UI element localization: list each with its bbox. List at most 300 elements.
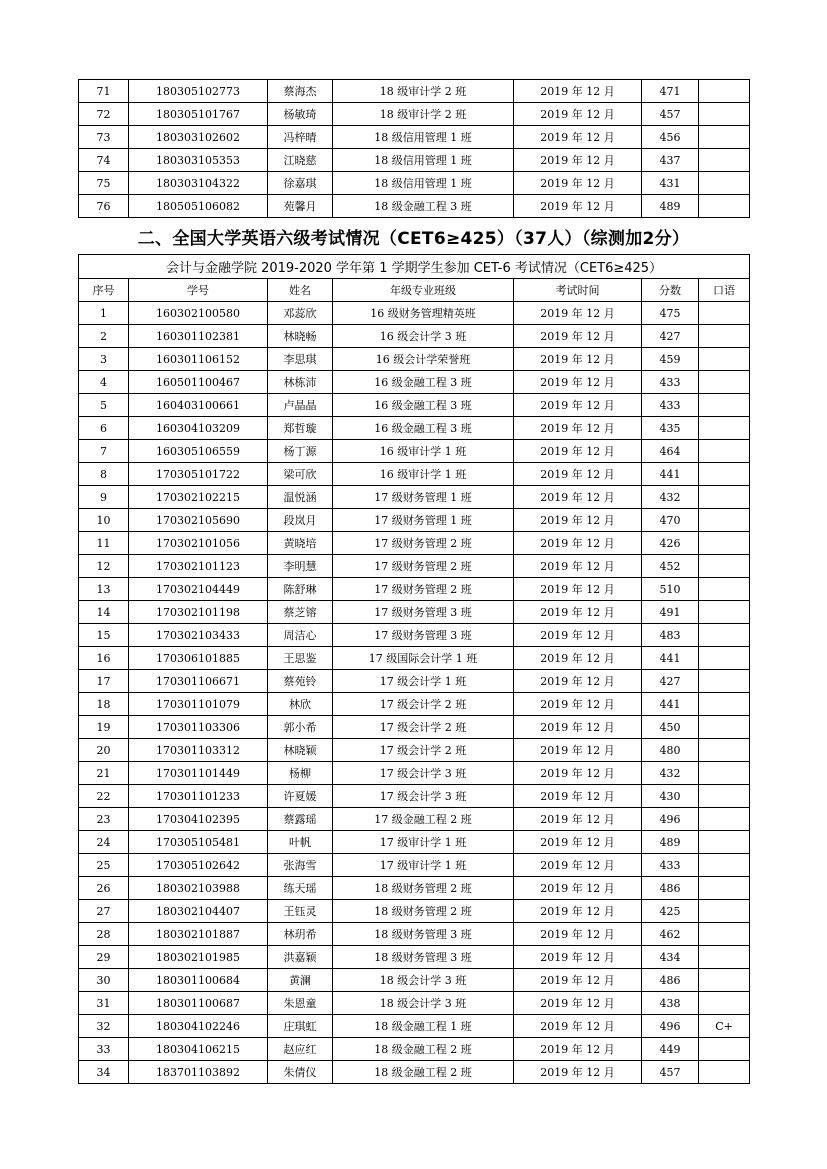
row-number-cell: 13	[79, 578, 129, 601]
score-cell: 457	[642, 1061, 699, 1084]
student-id-cell: 170305105481	[129, 831, 268, 854]
table-row	[79, 762, 750, 785]
table-row	[79, 463, 750, 486]
student-name-cell: 王钰灵	[268, 900, 333, 923]
oral-grade-cell	[699, 601, 750, 624]
student-id-cell: 160501100467	[129, 371, 268, 394]
class-cell: 18 级信用管理 1 班	[333, 149, 514, 172]
student-id-cell: 180302101985	[129, 946, 268, 969]
class-cell: 17 级会计学 2 班	[333, 693, 514, 716]
score-cell: 430	[642, 785, 699, 808]
oral-grade-cell	[699, 1038, 750, 1061]
table-row	[79, 486, 750, 509]
student-name-cell: 林栋沛	[268, 371, 333, 394]
class-cell: 17 级国际会计学 1 班	[333, 647, 514, 670]
row-number-cell: 5	[79, 394, 129, 417]
student-name-cell: 王思鉴	[268, 647, 333, 670]
student-id-cell: 180303102602	[129, 126, 268, 149]
exam-date-cell: 2019 年 12 月	[514, 195, 642, 218]
continued-results-body	[79, 80, 750, 218]
score-cell: 462	[642, 923, 699, 946]
row-number-cell: 71	[79, 80, 129, 103]
row-number-cell: 20	[79, 739, 129, 762]
row-number-cell: 29	[79, 946, 129, 969]
oral-grade-cell	[699, 532, 750, 555]
exam-date-cell: 2019 年 12 月	[514, 555, 642, 578]
class-cell: 16 级会计学荣誉班	[333, 348, 514, 371]
header-no: 序号	[79, 279, 129, 302]
score-cell: 475	[642, 302, 699, 325]
class-cell: 16 级金融工程 3 班	[333, 417, 514, 440]
student-name-cell: 赵应红	[268, 1038, 333, 1061]
row-number-cell: 16	[79, 647, 129, 670]
class-cell: 18 级财务管理 2 班	[333, 900, 514, 923]
student-id-cell: 180303104322	[129, 172, 268, 195]
row-number-cell: 32	[79, 1015, 129, 1038]
score-cell: 427	[642, 670, 699, 693]
student-name-cell: 邓蕊欣	[268, 302, 333, 325]
student-id-cell: 170302104449	[129, 578, 268, 601]
student-name-cell: 朱恩童	[268, 992, 333, 1015]
student-id-cell: 170302105690	[129, 509, 268, 532]
oral-grade-cell	[699, 624, 750, 647]
oral-grade-cell	[699, 440, 750, 463]
score-cell: 441	[642, 463, 699, 486]
exam-date-cell: 2019 年 12 月	[514, 172, 642, 195]
class-cell: 18 级财务管理 3 班	[333, 923, 514, 946]
class-cell: 18 级会计学 3 班	[333, 969, 514, 992]
score-cell: 480	[642, 739, 699, 762]
table-row	[79, 440, 750, 463]
oral-grade-cell	[699, 371, 750, 394]
exam-date-cell: 2019 年 12 月	[514, 992, 642, 1015]
class-cell: 17 级财务管理 2 班	[333, 532, 514, 555]
row-number-cell: 75	[79, 172, 129, 195]
student-id-cell: 170302101123	[129, 555, 268, 578]
oral-grade-cell	[699, 578, 750, 601]
score-cell: 441	[642, 693, 699, 716]
oral-grade-cell	[699, 739, 750, 762]
class-cell: 16 级金融工程 3 班	[333, 371, 514, 394]
score-cell: 425	[642, 900, 699, 923]
score-cell: 457	[642, 103, 699, 126]
student-name-cell: 蔡海杰	[268, 80, 333, 103]
student-name-cell: 蔡露瑶	[268, 808, 333, 831]
student-id-cell: 160302100580	[129, 302, 268, 325]
student-id-cell: 170301103312	[129, 739, 268, 762]
oral-grade-cell	[699, 670, 750, 693]
score-cell: 433	[642, 394, 699, 417]
score-cell: 431	[642, 172, 699, 195]
exam-date-cell: 2019 年 12 月	[514, 670, 642, 693]
class-cell: 17 级财务管理 3 班	[333, 601, 514, 624]
class-cell: 18 级金融工程 1 班	[333, 1015, 514, 1038]
class-cell: 18 级审计学 2 班	[333, 103, 514, 126]
class-cell: 18 级金融工程 3 班	[333, 195, 514, 218]
score-cell: 486	[642, 877, 699, 900]
exam-date-cell: 2019 年 12 月	[514, 693, 642, 716]
exam-date-cell: 2019 年 12 月	[514, 762, 642, 785]
class-cell: 17 级会计学 1 班	[333, 670, 514, 693]
table-row	[79, 325, 750, 348]
oral-grade-cell	[699, 325, 750, 348]
student-id-cell: 170302101198	[129, 601, 268, 624]
oral-grade-cell	[699, 394, 750, 417]
class-cell: 17 级金融工程 2 班	[333, 808, 514, 831]
student-id-cell: 180302101887	[129, 923, 268, 946]
table-row	[79, 80, 750, 103]
student-name-cell: 郭小希	[268, 716, 333, 739]
table-row	[79, 348, 750, 371]
oral-grade-cell	[699, 831, 750, 854]
exam-date-cell: 2019 年 12 月	[514, 1038, 642, 1061]
student-name-cell: 蔡芝镕	[268, 601, 333, 624]
exam-date-cell: 2019 年 12 月	[514, 900, 642, 923]
table-row	[79, 1038, 750, 1061]
row-number-cell: 9	[79, 486, 129, 509]
exam-date-cell: 2019 年 12 月	[514, 946, 642, 969]
table-row	[79, 785, 750, 808]
oral-grade-cell	[699, 808, 750, 831]
student-name-cell: 叶帆	[268, 831, 333, 854]
student-id-cell: 170301103306	[129, 716, 268, 739]
student-id-cell: 180303105353	[129, 149, 268, 172]
exam-date-cell: 2019 年 12 月	[514, 103, 642, 126]
class-cell: 16 级会计学 3 班	[333, 325, 514, 348]
table-row	[79, 647, 750, 670]
exam-date-cell: 2019 年 12 月	[514, 325, 642, 348]
score-cell: 496	[642, 1015, 699, 1038]
student-id-cell: 160305106559	[129, 440, 268, 463]
oral-grade-cell	[699, 348, 750, 371]
oral-grade-cell	[699, 126, 750, 149]
exam-date-cell: 2019 年 12 月	[514, 716, 642, 739]
class-cell: 17 级财务管理 2 班	[333, 578, 514, 601]
row-number-cell: 25	[79, 854, 129, 877]
row-number-cell: 11	[79, 532, 129, 555]
table-row	[79, 394, 750, 417]
exam-date-cell: 2019 年 12 月	[514, 854, 642, 877]
oral-grade-cell	[699, 946, 750, 969]
class-cell: 18 级信用管理 1 班	[333, 126, 514, 149]
table-row	[79, 195, 750, 218]
exam-date-cell: 2019 年 12 月	[514, 601, 642, 624]
table-row	[79, 126, 750, 149]
score-cell: 459	[642, 348, 699, 371]
table-row	[79, 532, 750, 555]
oral-grade-cell	[699, 509, 750, 532]
table-row	[79, 509, 750, 532]
table-row	[79, 808, 750, 831]
row-number-cell: 24	[79, 831, 129, 854]
student-id-cell: 170305102642	[129, 854, 268, 877]
student-name-cell: 卢晶晶	[268, 394, 333, 417]
student-name-cell: 冯梓晴	[268, 126, 333, 149]
continued-results-table	[78, 79, 750, 218]
class-cell: 18 级信用管理 1 班	[333, 172, 514, 195]
score-cell: 452	[642, 555, 699, 578]
row-number-cell: 33	[79, 1038, 129, 1061]
table-row	[79, 417, 750, 440]
oral-grade-cell	[699, 647, 750, 670]
oral-grade-cell	[699, 762, 750, 785]
score-cell: 433	[642, 854, 699, 877]
student-name-cell: 洪嘉颖	[268, 946, 333, 969]
exam-date-cell: 2019 年 12 月	[514, 532, 642, 555]
table-row	[79, 172, 750, 195]
row-number-cell: 26	[79, 877, 129, 900]
score-cell: 441	[642, 647, 699, 670]
student-name-cell: 林玥希	[268, 923, 333, 946]
class-cell: 18 级会计学 3 班	[333, 992, 514, 1015]
table-row	[79, 601, 750, 624]
class-cell: 17 级财务管理 2 班	[333, 555, 514, 578]
student-id-cell: 170301106671	[129, 670, 268, 693]
row-number-cell: 15	[79, 624, 129, 647]
row-number-cell: 14	[79, 601, 129, 624]
student-id-cell: 170301101233	[129, 785, 268, 808]
header-student-id: 学号	[129, 279, 268, 302]
oral-grade-cell	[699, 992, 750, 1015]
student-name-cell: 黄晓培	[268, 532, 333, 555]
student-name-cell: 郑哲璇	[268, 417, 333, 440]
exam-date-cell: 2019 年 12 月	[514, 831, 642, 854]
exam-date-cell: 2019 年 12 月	[514, 463, 642, 486]
table-row	[79, 716, 750, 739]
student-id-cell: 170301101449	[129, 762, 268, 785]
score-cell: 471	[642, 80, 699, 103]
score-cell: 434	[642, 946, 699, 969]
table-row	[79, 946, 750, 969]
student-id-cell: 160304103209	[129, 417, 268, 440]
oral-grade-cell	[699, 80, 750, 103]
score-cell: 432	[642, 486, 699, 509]
student-name-cell: 温悦涵	[268, 486, 333, 509]
student-name-cell: 李思琪	[268, 348, 333, 371]
student-name-cell: 陈舒琳	[268, 578, 333, 601]
row-number-cell: 28	[79, 923, 129, 946]
score-cell: 489	[642, 831, 699, 854]
header-score: 分数	[642, 279, 699, 302]
student-name-cell: 杨柳	[268, 762, 333, 785]
row-number-cell: 8	[79, 463, 129, 486]
exam-date-cell: 2019 年 12 月	[514, 808, 642, 831]
score-cell: 489	[642, 195, 699, 218]
table-row	[79, 302, 750, 325]
exam-date-cell: 2019 年 12 月	[514, 877, 642, 900]
oral-grade-cell	[699, 923, 750, 946]
score-cell: 433	[642, 371, 699, 394]
class-cell: 16 级审计学 1 班	[333, 440, 514, 463]
student-name-cell: 黄澜	[268, 969, 333, 992]
student-id-cell: 170306101885	[129, 647, 268, 670]
exam-date-cell: 2019 年 12 月	[514, 1061, 642, 1084]
class-cell: 17 级财务管理 1 班	[333, 486, 514, 509]
table-row	[79, 103, 750, 126]
class-cell: 17 级财务管理 3 班	[333, 624, 514, 647]
table-row	[79, 371, 750, 394]
class-cell: 17 级会计学 3 班	[333, 785, 514, 808]
score-cell: 438	[642, 992, 699, 1015]
row-number-cell: 19	[79, 716, 129, 739]
row-number-cell: 76	[79, 195, 129, 218]
student-name-cell: 朱倩仪	[268, 1061, 333, 1084]
cet6-results-body	[79, 302, 750, 1084]
score-cell: 432	[642, 762, 699, 785]
student-name-cell: 练天瑶	[268, 877, 333, 900]
row-number-cell: 1	[79, 302, 129, 325]
oral-grade-cell	[699, 854, 750, 877]
table-row	[79, 693, 750, 716]
table-row	[79, 624, 750, 647]
exam-date-cell: 2019 年 12 月	[514, 624, 642, 647]
exam-date-cell: 2019 年 12 月	[514, 302, 642, 325]
oral-grade-cell	[699, 877, 750, 900]
class-cell: 17 级会计学 3 班	[333, 762, 514, 785]
class-cell: 17 级财务管理 1 班	[333, 509, 514, 532]
row-number-cell: 6	[79, 417, 129, 440]
student-id-cell: 180305102773	[129, 80, 268, 103]
student-name-cell: 梁可欣	[268, 463, 333, 486]
oral-grade-cell	[699, 417, 750, 440]
table-row	[79, 969, 750, 992]
class-cell: 18 级金融工程 2 班	[333, 1061, 514, 1084]
exam-date-cell: 2019 年 12 月	[514, 149, 642, 172]
exam-date-cell: 2019 年 12 月	[514, 578, 642, 601]
student-name-cell: 张海雪	[268, 854, 333, 877]
score-cell: 450	[642, 716, 699, 739]
row-number-cell: 73	[79, 126, 129, 149]
oral-grade-cell	[699, 785, 750, 808]
section-heading: 二、全国大学英语六级考试情况（CET6≥425）（37人）（综测加2分）	[137, 229, 690, 249]
table-row	[79, 555, 750, 578]
student-id-cell: 160403100661	[129, 394, 268, 417]
student-id-cell: 170302101056	[129, 532, 268, 555]
table-caption: 会计与金融学院 2019-2020 学年第 1 学期学生参加 CET-6 考试情况（CET6≥425）	[79, 255, 750, 279]
oral-grade-cell	[699, 1061, 750, 1084]
exam-date-cell: 2019 年 12 月	[514, 647, 642, 670]
score-cell: 483	[642, 624, 699, 647]
class-cell: 16 级审计学 1 班	[333, 463, 514, 486]
exam-date-cell: 2019 年 12 月	[514, 440, 642, 463]
table-row	[79, 854, 750, 877]
exam-date-cell: 2019 年 12 月	[514, 969, 642, 992]
row-number-cell: 12	[79, 555, 129, 578]
exam-date-cell: 2019 年 12 月	[514, 1015, 642, 1038]
student-name-cell: 苑馨月	[268, 195, 333, 218]
student-id-cell: 180301100687	[129, 992, 268, 1015]
table-row	[79, 831, 750, 854]
row-number-cell: 30	[79, 969, 129, 992]
exam-date-cell: 2019 年 12 月	[514, 394, 642, 417]
row-number-cell: 18	[79, 693, 129, 716]
student-name-cell: 蔡苑铃	[268, 670, 333, 693]
exam-date-cell: 2019 年 12 月	[514, 126, 642, 149]
row-number-cell: 17	[79, 670, 129, 693]
class-cell: 18 级财务管理 2 班	[333, 877, 514, 900]
student-id-cell: 180302104407	[129, 900, 268, 923]
exam-date-cell: 2019 年 12 月	[514, 923, 642, 946]
exam-date-cell: 2019 年 12 月	[514, 785, 642, 808]
student-name-cell: 杨丁源	[268, 440, 333, 463]
row-number-cell: 22	[79, 785, 129, 808]
student-name-cell: 江晓慈	[268, 149, 333, 172]
table-row	[79, 923, 750, 946]
score-cell: 491	[642, 601, 699, 624]
student-name-cell: 林晓畅	[268, 325, 333, 348]
student-id-cell: 180304106215	[129, 1038, 268, 1061]
row-number-cell: 10	[79, 509, 129, 532]
score-cell: 496	[642, 808, 699, 831]
oral-grade-cell	[699, 149, 750, 172]
student-name-cell: 徐嘉琪	[268, 172, 333, 195]
score-cell: 486	[642, 969, 699, 992]
table-row	[79, 992, 750, 1015]
oral-grade-cell	[699, 969, 750, 992]
table-row	[79, 578, 750, 601]
student-name-cell: 庄琪虹	[268, 1015, 333, 1038]
student-name-cell: 林晓颖	[268, 739, 333, 762]
header-exam-date: 考试时间	[514, 279, 642, 302]
row-number-cell: 23	[79, 808, 129, 831]
score-cell: 426	[642, 532, 699, 555]
student-id-cell: 170302103433	[129, 624, 268, 647]
row-number-cell: 34	[79, 1061, 129, 1084]
oral-grade-cell	[699, 693, 750, 716]
row-number-cell: 21	[79, 762, 129, 785]
score-cell: 470	[642, 509, 699, 532]
table-row	[79, 1015, 750, 1038]
class-cell: 18 级审计学 2 班	[333, 80, 514, 103]
exam-date-cell: 2019 年 12 月	[514, 348, 642, 371]
oral-grade-cell	[699, 716, 750, 739]
header-name: 姓名	[268, 279, 333, 302]
row-number-cell: 3	[79, 348, 129, 371]
oral-grade-cell	[699, 302, 750, 325]
student-id-cell: 180302103988	[129, 877, 268, 900]
oral-grade-cell	[699, 555, 750, 578]
oral-grade-cell	[699, 900, 750, 923]
class-cell: 18 级财务管理 3 班	[333, 946, 514, 969]
student-id-cell: 170301101079	[129, 693, 268, 716]
exam-date-cell: 2019 年 12 月	[514, 509, 642, 532]
row-number-cell: 4	[79, 371, 129, 394]
score-cell: 456	[642, 126, 699, 149]
score-cell: 427	[642, 325, 699, 348]
score-cell: 464	[642, 440, 699, 463]
student-id-cell: 183701103892	[129, 1061, 268, 1084]
student-name-cell: 周洁心	[268, 624, 333, 647]
student-id-cell: 180301100684	[129, 969, 268, 992]
exam-date-cell: 2019 年 12 月	[514, 486, 642, 509]
oral-grade-cell	[699, 103, 750, 126]
class-cell: 16 级财务管理精英班	[333, 302, 514, 325]
student-id-cell: 180305101767	[129, 103, 268, 126]
class-cell: 18 级金融工程 2 班	[333, 1038, 514, 1061]
table-row	[79, 900, 750, 923]
class-cell: 17 级审计学 1 班	[333, 854, 514, 877]
row-number-cell: 7	[79, 440, 129, 463]
row-number-cell: 27	[79, 900, 129, 923]
exam-date-cell: 2019 年 12 月	[514, 80, 642, 103]
class-cell: 17 级审计学 1 班	[333, 831, 514, 854]
exam-date-cell: 2019 年 12 月	[514, 417, 642, 440]
student-name-cell: 杨敏琦	[268, 103, 333, 126]
student-name-cell: 许夏媛	[268, 785, 333, 808]
class-cell: 17 级会计学 2 班	[333, 739, 514, 762]
student-id-cell: 160301106152	[129, 348, 268, 371]
class-cell: 16 级金融工程 3 班	[333, 394, 514, 417]
